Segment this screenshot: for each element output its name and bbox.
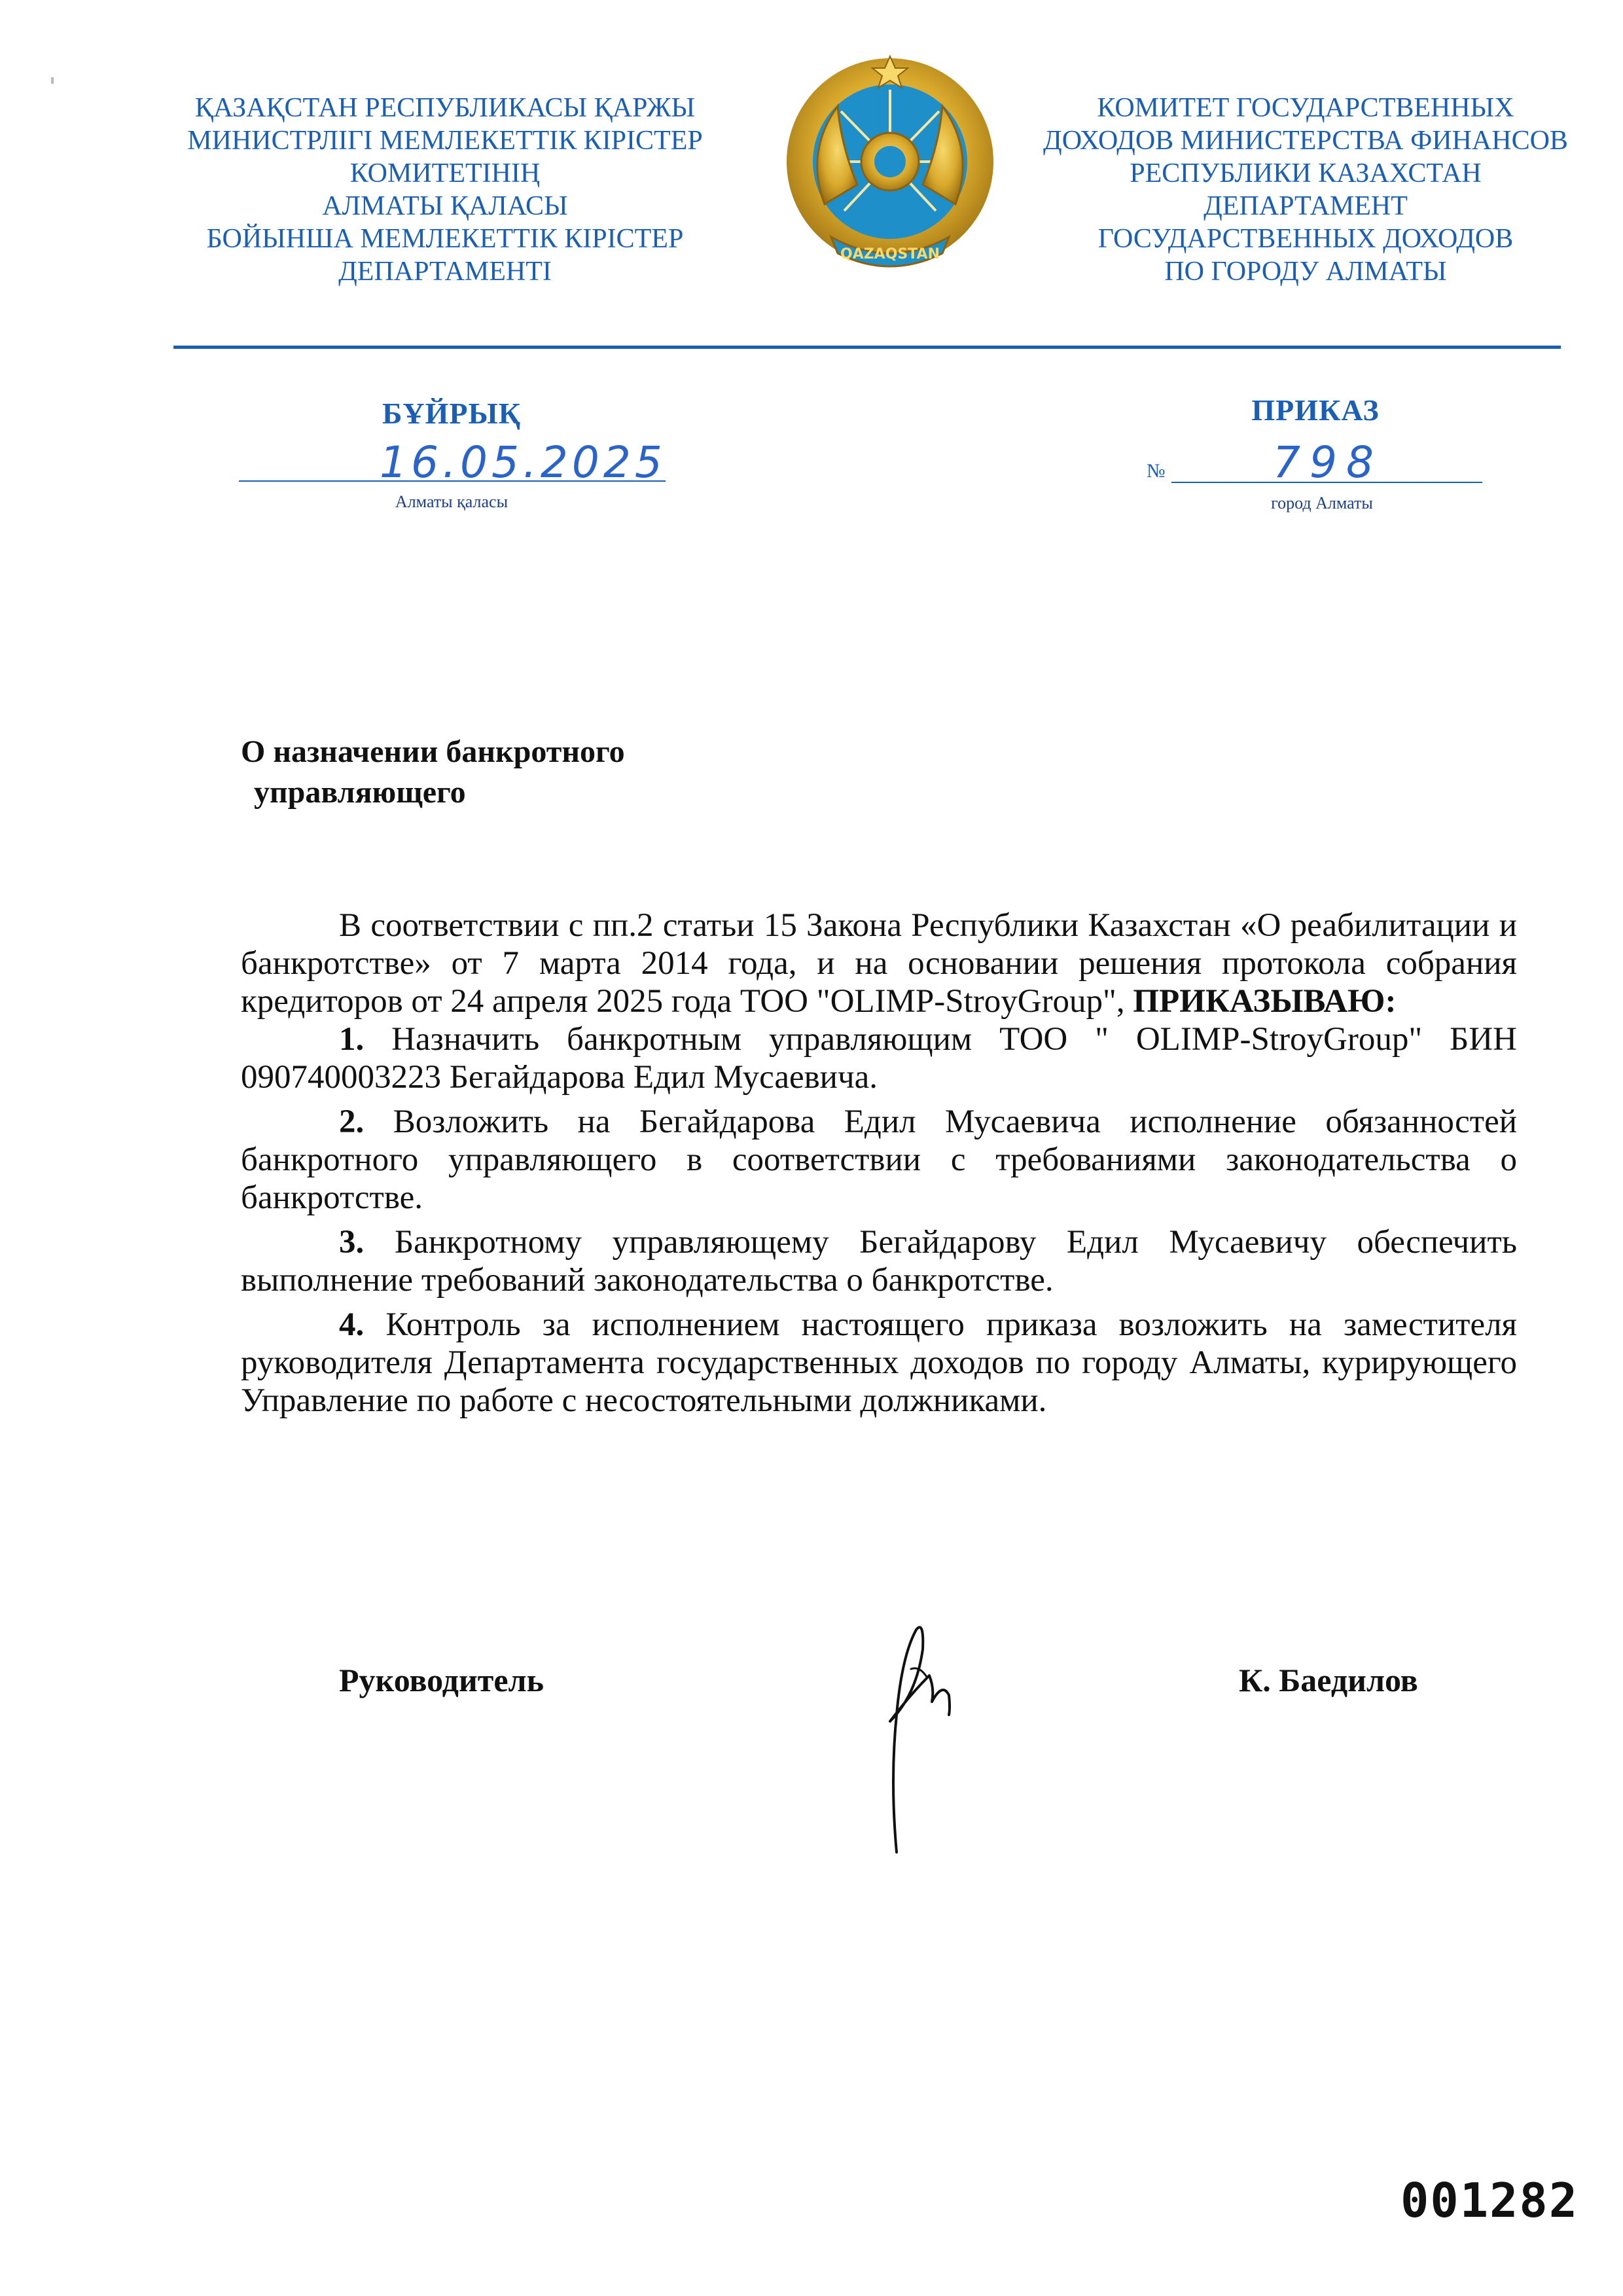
- header-kazakh: [118, 92, 772, 288]
- item-text: Возложить на Бегайдарова Едил Мусаевича исполнение обязанностей банкротного управляющего в соответствии с требованиями законодательства о банкротстве.: [241, 1103, 1517, 1216]
- header-ru-line: ПО ГОРОДУ АЛМАТЫ: [1164, 257, 1447, 287]
- number-sign: №: [1147, 460, 1166, 482]
- handwritten-order-number: 798: [1273, 437, 1383, 488]
- header-kz-line: КОМИТЕТІНІҢ: [349, 158, 541, 188]
- header-ru-line: ГОСУДАРСТВЕННЫХ ДОХОДОВ: [1097, 224, 1514, 254]
- item-number: 2.: [339, 1103, 365, 1140]
- header-kz-line: БОЙЫНША МЕМЛЕКЕТТІК КІРІСТЕР: [206, 224, 684, 254]
- state-emblem-icon: [779, 54, 1001, 289]
- header-ru-line: ДОХОДОВ МИНИСТЕРСТВА ФИНАНСОВ: [1043, 126, 1568, 156]
- order-item: [241, 1223, 1517, 1299]
- item-text: Контроль за исполнением настоящего приказа возложить на заместителя руководителя Департамента государственных доходов по городу Алматы, курирующего Управление по работе с несостоятельными должниками.: [241, 1306, 1517, 1419]
- header-kz-line: ҚАЗАҚСТАН РЕСПУБЛИКАСЫ ҚАРЖЫ: [194, 93, 696, 123]
- header-russian: [1001, 92, 1610, 288]
- signatory-name: К. Баедилов: [1239, 1662, 1418, 1698]
- document-serial-number: 001282: [1400, 2173, 1579, 2228]
- order-item: [241, 1103, 1517, 1217]
- header-ru-line: КОМИТЕТ ГОСУДАРСТВЕННЫХ: [1097, 93, 1514, 123]
- order-subject: [241, 732, 625, 813]
- handwritten-signature: [851, 1617, 1021, 1865]
- order-body: [241, 906, 1517, 1426]
- emblem-label: QAZAQSTAN: [840, 246, 940, 262]
- item-text: Назначить банкротным управляющим ТОО " OLIMP-StroyGroup" БИН 090740003223 Бегайдарова Едил Мусаевича.: [241, 1021, 1517, 1096]
- subject-line: О назначении банкротного: [241, 734, 625, 769]
- item-number: 4.: [339, 1306, 365, 1343]
- order-title-russian: ПРИКАЗ: [1251, 393, 1380, 427]
- header-kz-line: МИНИСТРЛІГІ МЕМЛЕКЕТТІК КІРІСТЕР: [187, 126, 703, 156]
- city-label-kazakh: Алматы қаласы: [395, 492, 508, 511]
- handwritten-date: 16.05.2025: [380, 437, 666, 488]
- item-text: Банкротному управляющему Бегайдарову Едил Мусаевичу обеспечить выполнение требований законодательства о банкротстве.: [241, 1224, 1517, 1299]
- intro-text: В соответствии с пп.2 статьи 15 Закона Республики Казахстан «О реабилитации и банкротстве» от 7 марта 2014 года, и на основании решения протокола собрания кредиторов от 24 апреля 2025 года ТОО "OLIMP-StroyGroup",: [241, 907, 1517, 1020]
- header-ru-line: РЕСПУБЛИКИ КАЗАХСТАН: [1130, 158, 1482, 188]
- item-number: 3.: [339, 1224, 365, 1261]
- order-item: [241, 1306, 1517, 1420]
- header-kz-line: ДЕПАРТАМЕНТІ: [338, 257, 552, 287]
- header-kz-line: АЛМАТЫ ҚАЛАСЫ: [322, 191, 568, 221]
- subject-line: управляющего: [254, 775, 466, 810]
- order-title-kazakh: БҰЙРЫҚ: [382, 397, 522, 430]
- header-divider: [173, 346, 1561, 349]
- header-ru-line: ДЕПАРТАМЕНТ: [1204, 191, 1408, 221]
- scan-speck: [51, 77, 54, 84]
- signatory-position: Руководитель: [339, 1662, 544, 1698]
- order-directive: ПРИКАЗЫВАЮ:: [1133, 983, 1397, 1020]
- order-item: [241, 1020, 1517, 1096]
- intro-paragraph: [241, 906, 1517, 1020]
- city-label-russian: город Алматы: [1271, 493, 1373, 512]
- item-number: 1.: [339, 1021, 365, 1058]
